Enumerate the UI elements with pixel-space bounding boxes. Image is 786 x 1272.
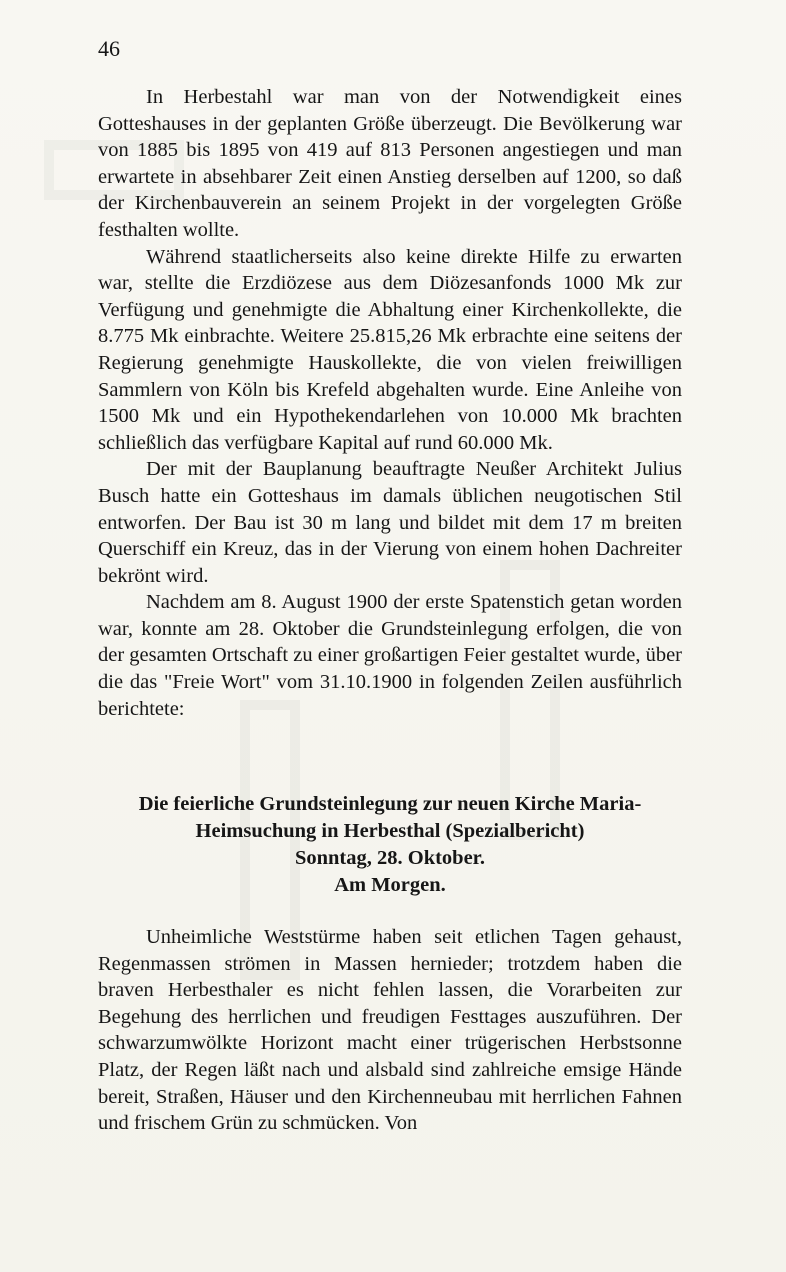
paragraph: Nachdem am 8. August 1900 der erste Spatenstich getan worden war, konnte am 28. Oktober die Grundsteinlegung erfolgen, die von der gesamten Ortschaft zu einer großartigen Feier gestaltet wurde, über die das "Freie Wort" vom 31.10.1900 in folgenden Zeilen ausführlich berichtete: bbox=[98, 591, 683, 720]
body-text-lower bbox=[98, 924, 682, 1137]
paragraph: In Herbestahl war man von der Notwendigkeit eines Gotteshauses in der geplanten Größe überzeugt. Die Bevölkerung war von 1885 bis 1895 von 419 auf 813 Personen angestiegen und man erwartete in absehbarer Zeit einen Anstieg derselben auf 1200, so daß der Kirchenbauverein an seinem Projekt in der vorgelegten Größe festhalten wollte. bbox=[98, 86, 682, 241]
paragraph: Unheimliche Weststürme haben seit etlichen Tagen gehaust, Regenmassen strömen in Massen hernieder; trotzdem haben die braven Herbesthaler es nicht fehlen lassen, die Vorarbeiten zur Begehung des herrlichen und freudigen Festtages auszuführen. Der schwarzumwölkte Horizont macht einer trügerischen Herbstsonne Platz, der Regen läßt nach und alsbald sind zahlreiche emsige Hände bereit, Straßen, Häuser und den Kirchenneubau mit herrlichen Fahnen und frischem Grün zu schmücken. Von bbox=[98, 926, 682, 1135]
report-heading bbox=[98, 791, 682, 899]
body-text-upper bbox=[98, 84, 682, 722]
heading-line: Am Morgen. bbox=[334, 874, 446, 896]
heading-line: Die feierliche Grundsteinlegung zur neuen Kirche Maria- bbox=[138, 793, 642, 815]
page-number: 46 bbox=[98, 36, 120, 61]
heading-line: Sonntag, 28. Oktober. bbox=[294, 847, 486, 869]
paragraph: Während staatlicherseits also keine direkte Hilfe zu erwarten war, stellte die Erzdiözese aus dem Diözesanfonds 1000 Mk zur Verfügung und genehmigte die Abhaltung einer Kirchenkollekte, die 8.775 Mk einbrachte. Weitere 25.815,26 Mk erbrachte eine seitens der Regierung genehmigte Hauskollekte, die von vielen freiwilligen Sammlern von Köln bis Krefeld abgehalten wurde. Eine Anleihe von 1500 Mk und ein Hypothekendarlehen von 10.000 Mk brachten schließlich das verfügbare Kapital auf rund 60.000 Mk. bbox=[98, 245, 682, 454]
heading-line: Heimsuchung in Herbesthal (Spezialbericht) bbox=[195, 820, 585, 842]
paragraph: Der mit der Bauplanung beauftragte Neußer Architekt Julius Busch hatte ein Gotteshaus im damals üblichen neugotischen Stil entworfen. Der Bau ist 30 m lang und bildet mit dem 17 m breiten Querschiff ein Kreuz, das in der Vierung von einem hohen Dachreiter bekrönt wird. bbox=[98, 458, 682, 587]
